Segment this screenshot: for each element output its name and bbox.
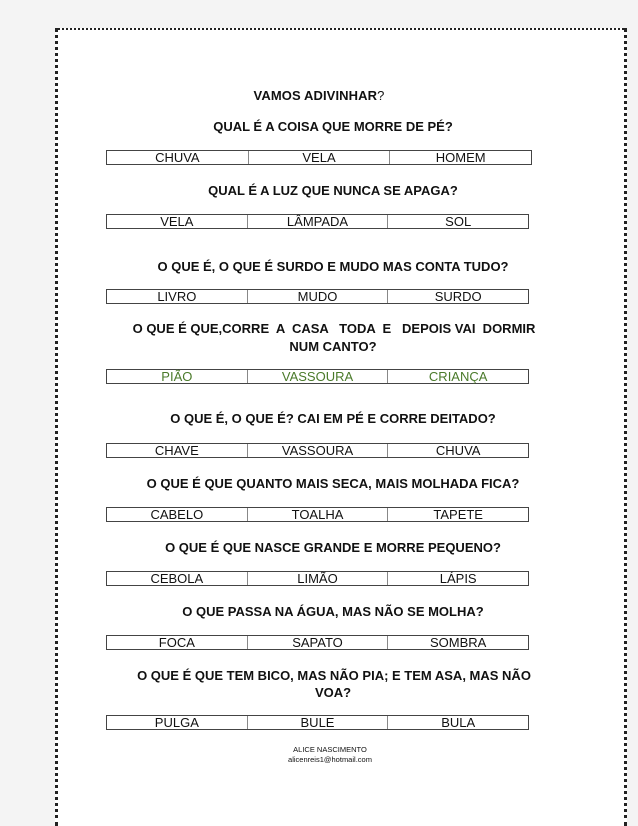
riddle-question: O QUE É, O QUE É? CAI EM PÉ E CORRE DEITADO? — [170, 411, 496, 426]
answer-option[interactable]: TAPETE — [387, 508, 528, 521]
title-question-mark: ? — [377, 88, 385, 103]
answer-option[interactable]: CABELO — [150, 507, 204, 522]
answer-option[interactable]: CRIANÇA — [387, 370, 528, 383]
answer-option[interactable]: CHAVE — [154, 443, 199, 458]
answer-option[interactable]: HOMEM — [389, 151, 531, 164]
title-text: VAMOS ADIVINHAR — [253, 88, 378, 103]
answer-option[interactable]: LIVRO — [157, 289, 197, 304]
answer-row — [106, 443, 529, 458]
answer-option[interactable]: VASSOURA — [247, 444, 388, 457]
answer-option[interactable]: CEBOLA — [150, 571, 204, 586]
answer-option[interactable]: BULA — [387, 716, 528, 729]
riddle-question: O QUE É QUE NASCE GRANDE E MORRE PEQUENO? — [165, 540, 501, 555]
answer-option[interactable]: VASSOURA — [247, 370, 388, 383]
answer-option[interactable]: SOMBRA — [387, 636, 528, 649]
answer-option[interactable]: PULGA — [154, 715, 199, 730]
riddle-question-line1: O QUE É QUE TEM BICO, MAS NÃO PIA; E TEM ASA, MAS NÃO — [137, 668, 531, 683]
answer-option[interactable]: MUDO — [247, 290, 388, 303]
answer-option[interactable]: VELA — [248, 151, 390, 164]
answer-option[interactable]: CHUVA — [155, 150, 200, 165]
answer-option[interactable]: SURDO — [387, 290, 528, 303]
riddle-question-line1: O QUE É QUE,CORRE A CASA TODA E DEPOIS VAI DORMIR — [132, 321, 536, 336]
answer-option[interactable]: BULE — [247, 716, 388, 729]
answer-row — [106, 635, 529, 650]
answer-option[interactable]: CHUVA — [387, 444, 528, 457]
answer-option[interactable]: FOCA — [158, 635, 195, 650]
page-border-top — [55, 28, 627, 30]
riddle-question: O QUE É QUE QUANTO MAIS SECA, MAIS MOLHADA FICA? — [146, 476, 520, 491]
answer-option[interactable]: TOALHA — [247, 508, 388, 521]
riddle-question: QUAL É A COISA QUE MORRE DE PÉ? — [213, 119, 453, 134]
riddle-question-line2: NUM CANTO? — [289, 339, 377, 354]
answer-option[interactable]: SOL — [387, 215, 528, 228]
answer-row — [106, 369, 529, 384]
footer-email: alicenreis1@hotmail.com — [288, 755, 372, 764]
answer-row — [106, 214, 529, 229]
answer-row — [106, 289, 529, 304]
answer-option[interactable]: SAPATO — [247, 636, 388, 649]
answer-option[interactable]: PIÃO — [161, 369, 193, 384]
answer-row — [106, 150, 532, 165]
answer-option[interactable]: LIMÃO — [247, 572, 388, 585]
footer-author: ALICE NASCIMENTO — [293, 745, 367, 754]
answer-option[interactable]: LÂMPADA — [247, 215, 388, 228]
riddle-question-line2: VOA? — [314, 685, 352, 700]
answer-option[interactable]: VELA — [160, 214, 194, 229]
answer-option[interactable]: LÁPIS — [387, 572, 528, 585]
riddle-question: QUAL É A LUZ QUE NUNCA SE APAGA? — [208, 183, 458, 198]
page-title — [0, 88, 638, 103]
riddle-question: O QUE PASSA NA ÁGUA, MAS NÃO SE MOLHA? — [182, 604, 484, 619]
answer-row — [106, 571, 529, 586]
answer-row — [106, 715, 529, 730]
riddle-question: O QUE É, O QUE É SURDO E MUDO MAS CONTA TUDO? — [157, 259, 509, 274]
answer-row — [106, 507, 529, 522]
